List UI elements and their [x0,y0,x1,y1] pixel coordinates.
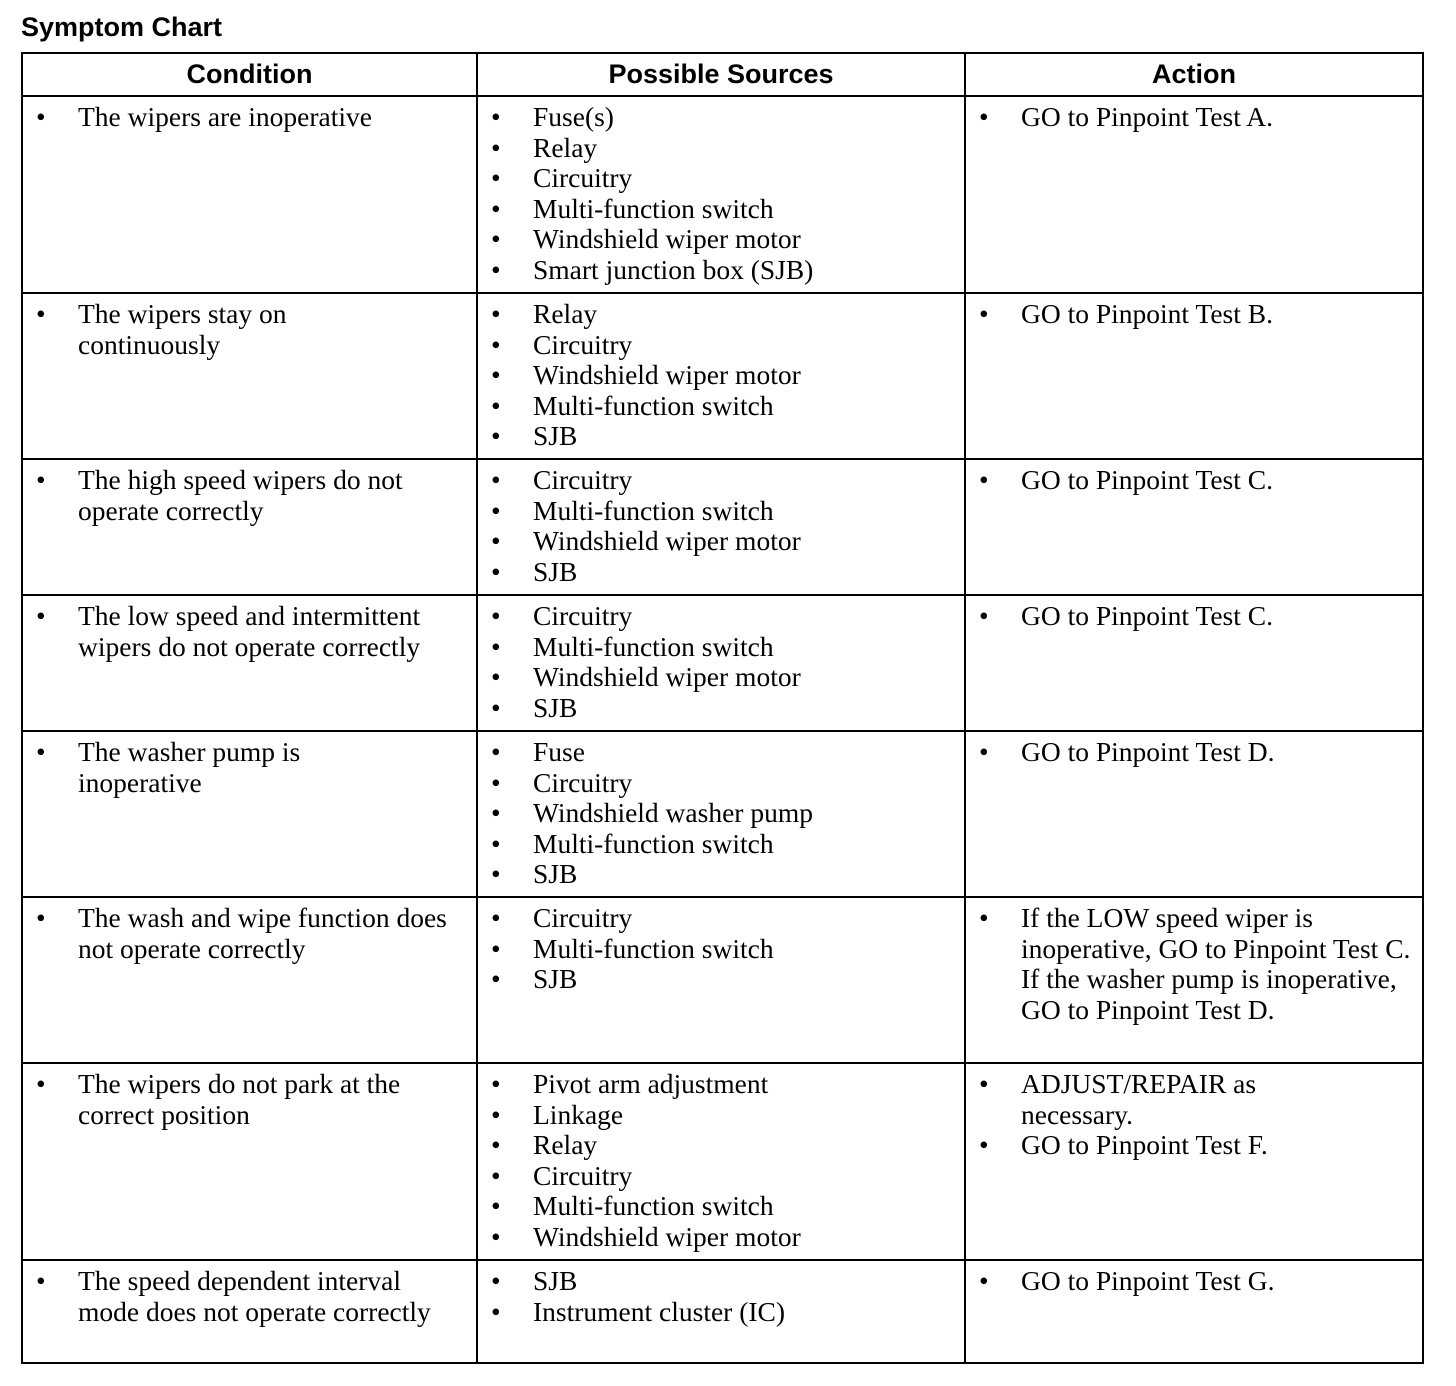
source-item: • Windshield wiper motor [478,360,964,391]
action-item: • GO to Pinpoint Test F. [966,1130,1422,1161]
sources-cell [477,595,965,731]
source-item: • Multi-function switch [478,1191,964,1222]
source-item: • SJB [478,421,964,452]
condition-cell [22,96,477,293]
source-item: • Windshield washer pump [478,798,964,829]
condition-cell [22,731,477,897]
table-row [22,459,1423,595]
header-condition: Condition [22,53,477,96]
table-row [22,1260,1423,1363]
table-row [22,293,1423,459]
source-item: • Relay [478,133,964,164]
source-item: • Windshield wiper motor [478,1222,964,1253]
source-item: • Multi-function switch [478,391,964,422]
source-item: • Multi-function switch [478,934,964,965]
source-item: • Relay [478,299,964,330]
action-cell [965,96,1423,293]
source-item: • Circuitry [478,330,964,361]
action-item: • GO to Pinpoint Test A. [966,102,1422,133]
sources-cell [477,897,965,1063]
symptom-table [21,52,1424,1364]
condition-cell [22,595,477,731]
action-item: • GO to Pinpoint Test C. [966,465,1422,496]
source-item: • SJB [478,859,964,890]
condition-cell [22,897,477,1063]
source-item: • Fuse [478,737,964,768]
condition-text: • The wash and wipe function does not operate correctly [23,903,476,964]
action-item: • GO to Pinpoint Test G. [966,1266,1422,1297]
source-item: • Circuitry [478,163,964,194]
source-item: • Multi-function switch [478,829,964,860]
condition-cell [22,1260,477,1363]
condition-text: • The speed dependent interval mode does not operate correctly [23,1266,476,1327]
source-item: • Multi-function switch [478,496,964,527]
table-row [22,1063,1423,1260]
source-item: • Instrument cluster (IC) [478,1297,964,1328]
source-item: • Circuitry [478,465,964,496]
action-item: • GO to Pinpoint Test C. [966,601,1422,632]
action-cell [965,459,1423,595]
action-cell [965,293,1423,459]
action-item: • GO to Pinpoint Test B. [966,299,1422,330]
source-item: • Windshield wiper motor [478,526,964,557]
source-item: • SJB [478,693,964,724]
action-item: • If the LOW speed wiper is inoperative, GO to Pinpoint Test C. If the washer pump is inoperative, GO to Pinpoint Test D. [966,903,1422,1025]
source-item: • SJB [478,1266,964,1297]
action-cell [965,1063,1423,1260]
condition-cell [22,1063,477,1260]
sources-cell [477,293,965,459]
sources-cell [477,1063,965,1260]
source-item: • Circuitry [478,768,964,799]
source-item: • Relay [478,1130,964,1161]
header-possible-sources: Possible Sources [477,53,965,96]
source-item: • Fuse(s) [478,102,964,133]
condition-text: • The wipers are inoperative [23,102,476,133]
source-item: • Windshield wiper motor [478,224,964,255]
source-item: • Circuitry [478,1161,964,1192]
table-header-row [22,53,1423,96]
source-item: • Circuitry [478,601,964,632]
source-item: • SJB [478,557,964,588]
table-row [22,897,1423,1063]
condition-text: • The wipers stay on continuously [23,299,476,360]
sources-cell [477,1260,965,1363]
action-item: • GO to Pinpoint Test D. [966,737,1422,768]
source-item: • Multi-function switch [478,632,964,663]
sources-cell [477,731,965,897]
sources-cell [477,96,965,293]
action-cell [965,897,1423,1063]
source-item: • Multi-function switch [478,194,964,225]
action-item: • ADJUST/REPAIR as necessary. [966,1069,1422,1130]
table-row [22,595,1423,731]
sources-cell [477,459,965,595]
source-item: • SJB [478,964,964,995]
table-row [22,96,1423,293]
header-action: Action [965,53,1423,96]
condition-text: • The high speed wipers do not operate correctly [23,465,476,526]
source-item: • Smart junction box (SJB) [478,255,964,286]
table-row [22,731,1423,897]
source-item: • Windshield wiper motor [478,662,964,693]
action-cell [965,595,1423,731]
condition-text: • The washer pump is inoperative [23,737,476,798]
source-item: • Pivot arm adjustment [478,1069,964,1100]
condition-cell [22,459,477,595]
source-item: • Circuitry [478,903,964,934]
action-cell [965,1260,1423,1363]
action-cell [965,731,1423,897]
condition-text: • The wipers do not park at the correct position [23,1069,476,1130]
source-item: • Linkage [478,1100,964,1131]
page-title: Symptom Chart [21,12,223,42]
condition-cell [22,293,477,459]
condition-text: • The low speed and intermittent wipers do not operate correctly [23,601,476,662]
